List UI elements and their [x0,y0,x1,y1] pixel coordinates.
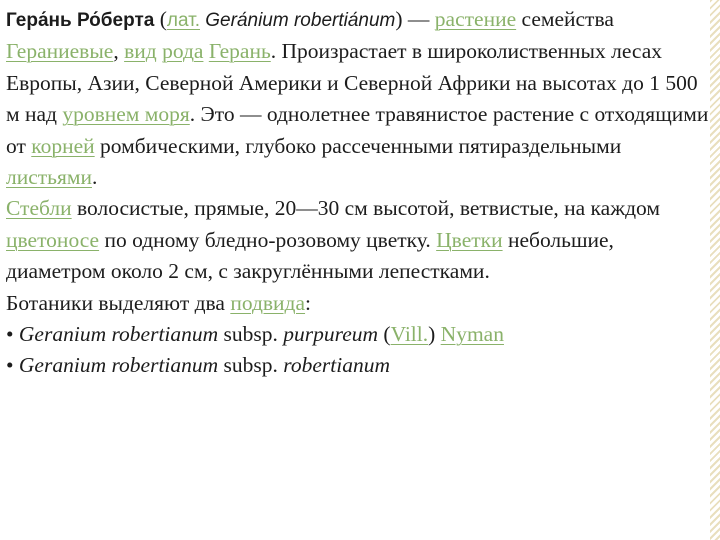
link-nyman[interactable]: Nyman [440,322,504,347]
text-segment: семейства [516,7,614,31]
link-species[interactable]: вид [124,39,157,64]
text-segment: . [91,165,98,190]
paragraph-subspecies [6,288,710,319]
subspecies-epithet: purpureum [283,322,379,347]
text-segment: subsp. [218,353,284,378]
link-genus[interactable]: рода [162,39,204,64]
text-segment: , [113,39,125,64]
species-name: Geranium robertianum [18,353,219,378]
species-name: Geranium robertianum [18,322,219,347]
text-segment: . Произрастает в широколиственных лесах Европы, Азии, Северной Америки и Северной Африки на высотах до 1 500 м над [6,39,698,127]
link-flowers[interactable]: Цветки [436,227,503,252]
link-geranium[interactable]: Герань [208,39,271,64]
text-segment: ромбическими, глубоко рассеченными пятираздельными [94,133,622,158]
latin-name: Gerа́nium robertiа́num [200,10,396,31]
text-segment: по одному бледно-розовому цветку. [99,227,437,252]
link-sea-level[interactable]: уровнем моря [62,102,190,127]
link-leaves[interactable]: листьями [6,165,92,190]
link-roots[interactable]: корней [31,133,95,158]
link-stems[interactable]: Стебли [6,196,72,221]
paragraph-description [6,4,710,193]
text-segment: ) [428,322,441,347]
link-subspecies[interactable]: подвида [230,290,306,315]
link-vill[interactable]: Vill. [390,322,429,347]
link-peduncle[interactable]: цветоносе [6,227,100,252]
subspecies-epithet: robertianum [283,353,390,378]
bullet-icon: • [6,322,19,347]
decorative-stripe [710,0,720,540]
text-segment: Ботаники выделяют два [6,290,231,315]
text-segment: ( [154,7,167,31]
text-segment: ( [378,322,391,347]
list-item-subspecies-robertianum [6,350,710,381]
text-segment: небольшие, диаметром около 2 см, с закруглёнными лепестками. [6,227,614,284]
link-family[interactable]: Гераниевые [6,39,114,64]
plant-title: Гера́нь Ро́берта [6,10,155,31]
text-segment: волосистые, прямые, 20—30 см высотой, ветвистые, на каждом [71,196,660,221]
bullet-icon: • [6,353,19,378]
text-segment: . Это — однолетнее травянистое растение с отходящими от [6,102,709,158]
text-segment: subsp. [218,322,284,347]
text-segment: ) — [395,7,435,31]
link-lat[interactable]: лат. [166,10,200,31]
text-segment: : [305,290,312,315]
list-item-subspecies-purpureum [6,319,710,350]
article-text [6,4,710,382]
link-plant[interactable]: растение [434,7,517,31]
paragraph-stems [6,193,710,287]
